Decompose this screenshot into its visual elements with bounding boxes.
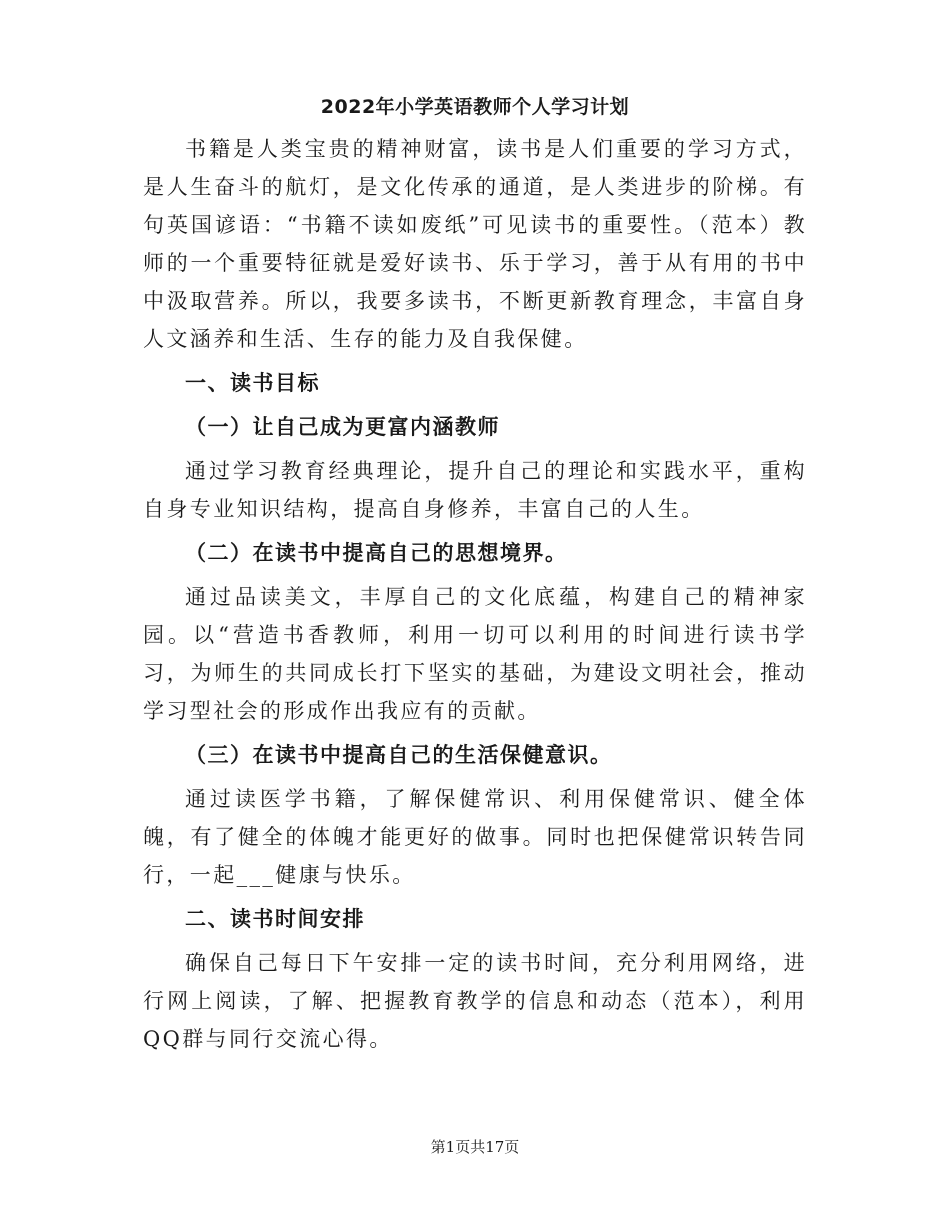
document-body (143, 130, 807, 1062)
paragraph-goal-2: 通过品读美文，丰厚自己的文化底蕴，构建自己的精神家园。以“营造书香教师，利用一切可以利用的时间进行读书学习，为师生的共同成长打下坚实的基础，为建设文明社会，推动学习型社会的形成作出我应有的贡献。 (143, 585, 807, 723)
paragraph-goal-1: 通过学习教育经典理论，提升自己的理论和实践水平，重构自身专业知识结构，提高自身修养，丰富自己的人生。 (143, 459, 807, 521)
page-number-footer: 第1页共17页 (430, 1138, 520, 1156)
heading-goal-2: （二）在读书中提高自己的思想境界。 (185, 541, 568, 565)
heading-goal-3: （三）在读书中提高自己的生活保健意识。 (185, 743, 613, 767)
paragraph-intro: 书籍是人类宝贵的精神财富，读书是人们重要的学习方式，是人生奋斗的航灯，是文化传承的通道，是人类进步的阶梯。有句英国谚语：“书籍不读如废纸”可见读书的重要性。（范本）教师的一个重要特征就是爱好读书、乐于学习，善于从有用的书中中汲取营养。所以，我要多读书，不断更新教育理念，丰富自身人文涵养和生活、生存的能力及自我保健。 (143, 137, 807, 351)
paragraph-goal-3: 通过读医学书籍，了解保健常识、利用保健常识、健全体魄，有了健全的体魄才能更好的做事。同时也把保健常识转告同行，一起___健康与快乐。 (143, 787, 807, 887)
heading-reading-goals: 一、读书目标 (185, 371, 320, 395)
heading-goal-1: （一）让自己成为更富内涵教师 (185, 415, 500, 439)
heading-reading-schedule: 二、读书时间安排 (185, 907, 365, 931)
paragraph-schedule: 确保自己每日下午安排一定的读书时间，充分利用网络，进行网上阅读，了解、把握教育教学的信息和动态（范本），利用QQ群与同行交流心得。 (143, 951, 807, 1051)
document-title: 2022年小学英语教师个人学习计划 (320, 96, 630, 118)
